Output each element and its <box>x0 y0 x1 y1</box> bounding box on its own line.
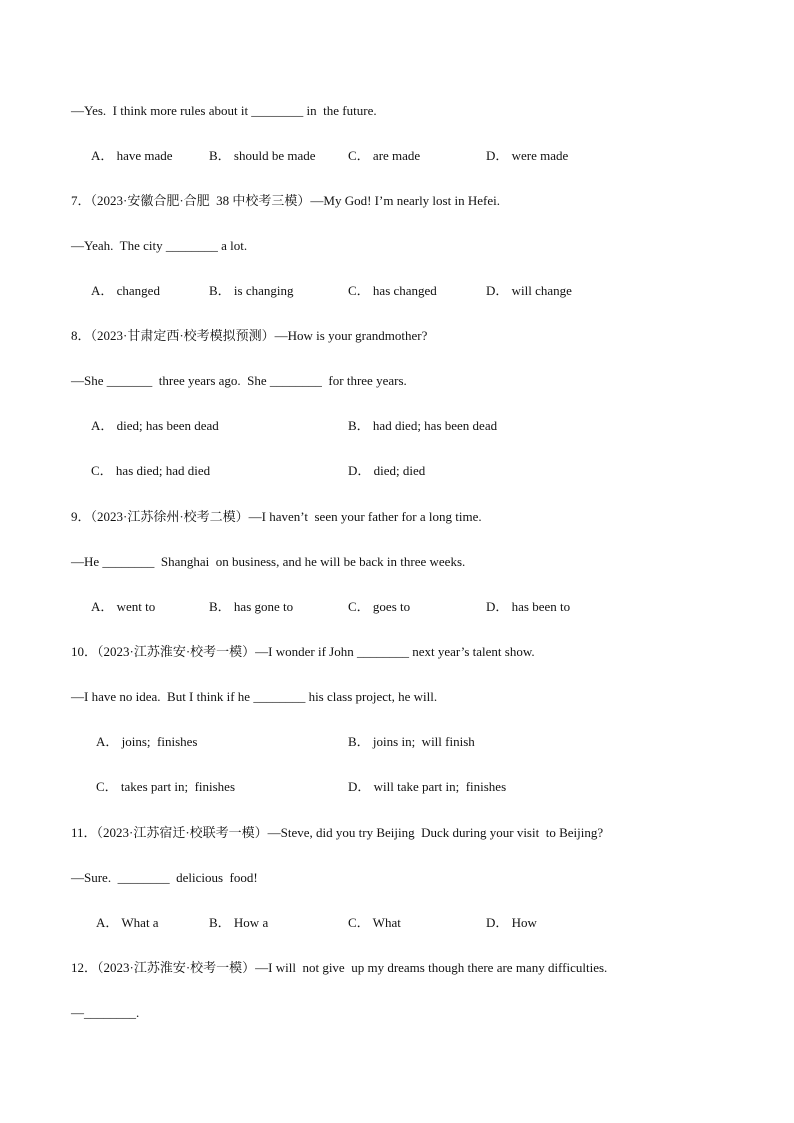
q9-question: 9．（2023·江苏徐州·校考二模）—I haven’t seen your father for a long time. <box>71 509 482 524</box>
q7-dialogue-line: —Yeah. The city ________ a lot. <box>71 238 248 253</box>
q9-dialogue-line: —He ________ Shanghai on business, and he will be back in three weeks. <box>71 554 466 569</box>
q10-option-d: D． will take part in; finishes <box>348 779 507 794</box>
q10-option-a: A． joins; finishes <box>96 734 198 749</box>
q9-option-d: D． has been to <box>486 599 571 614</box>
q7-option-a: A． changed <box>91 283 160 298</box>
q9-option-c: C． goes to <box>348 599 411 614</box>
q11-option-a: A． What a <box>96 915 159 930</box>
q11-option-b: B． How a <box>209 915 269 930</box>
q10-question: 10．（2023·江苏淮安·校考一模）—I wonder if John ________ next year’s talent show. <box>71 644 535 659</box>
q11-option-d: D． How <box>486 915 537 930</box>
q6-option-b: B． should be made <box>209 148 316 163</box>
q11-option-c: C． What <box>348 915 401 930</box>
q6-option-c: C． are made <box>348 148 421 163</box>
q6-option-a: A． have made <box>91 148 173 163</box>
q12-dialogue-line: —________. <box>71 1005 140 1020</box>
q10-option-c: C． takes part in; finishes <box>96 779 236 794</box>
q9-option-a: A． went to <box>91 599 156 614</box>
q7-option-b: B． is changing <box>209 283 294 298</box>
q8-option-c: C． has died; had died <box>91 463 211 478</box>
q10-dialogue-line: —I have no idea. But I think if he ________ his class project, he will. <box>71 689 438 704</box>
q7-question: 7．（2023·安徽合肥·合肥 38 中校考三模）—My God! I’m nearly lost in Hefei. <box>71 193 500 208</box>
q7-option-d: D． will change <box>486 283 572 298</box>
q8-option-d: D． died; died <box>348 463 426 478</box>
q8-option-a: A． died; has been dead <box>91 418 219 433</box>
q8-option-b: B． had died; has been dead <box>348 418 498 433</box>
q11-question: 11．（2023·江苏宿迁·校联考一模）—Steve, did you try Beijing Duck during your visit to Beijing? <box>71 825 604 840</box>
q12-question: 12．（2023·江苏淮安·校考一模）—I will not give up my dreams though there are many difficulties. <box>71 960 608 975</box>
q6-option-d: D． were made <box>486 148 569 163</box>
q10-option-b: B． joins in; will finish <box>348 734 475 749</box>
q9-option-b: B． has gone to <box>209 599 294 614</box>
q6-dialogue-line: —Yes. I think more rules about it ________ in the future. <box>71 103 377 118</box>
q7-option-c: C． has changed <box>348 283 437 298</box>
q8-question: 8．（2023·甘肃定西·校考模拟预测）—How is your grandmother? <box>71 328 428 343</box>
q8-dialogue-line: —She _______ three years ago. She ________ for three years. <box>71 373 407 388</box>
q11-dialogue-line: —Sure. ________ delicious food! <box>71 870 258 885</box>
